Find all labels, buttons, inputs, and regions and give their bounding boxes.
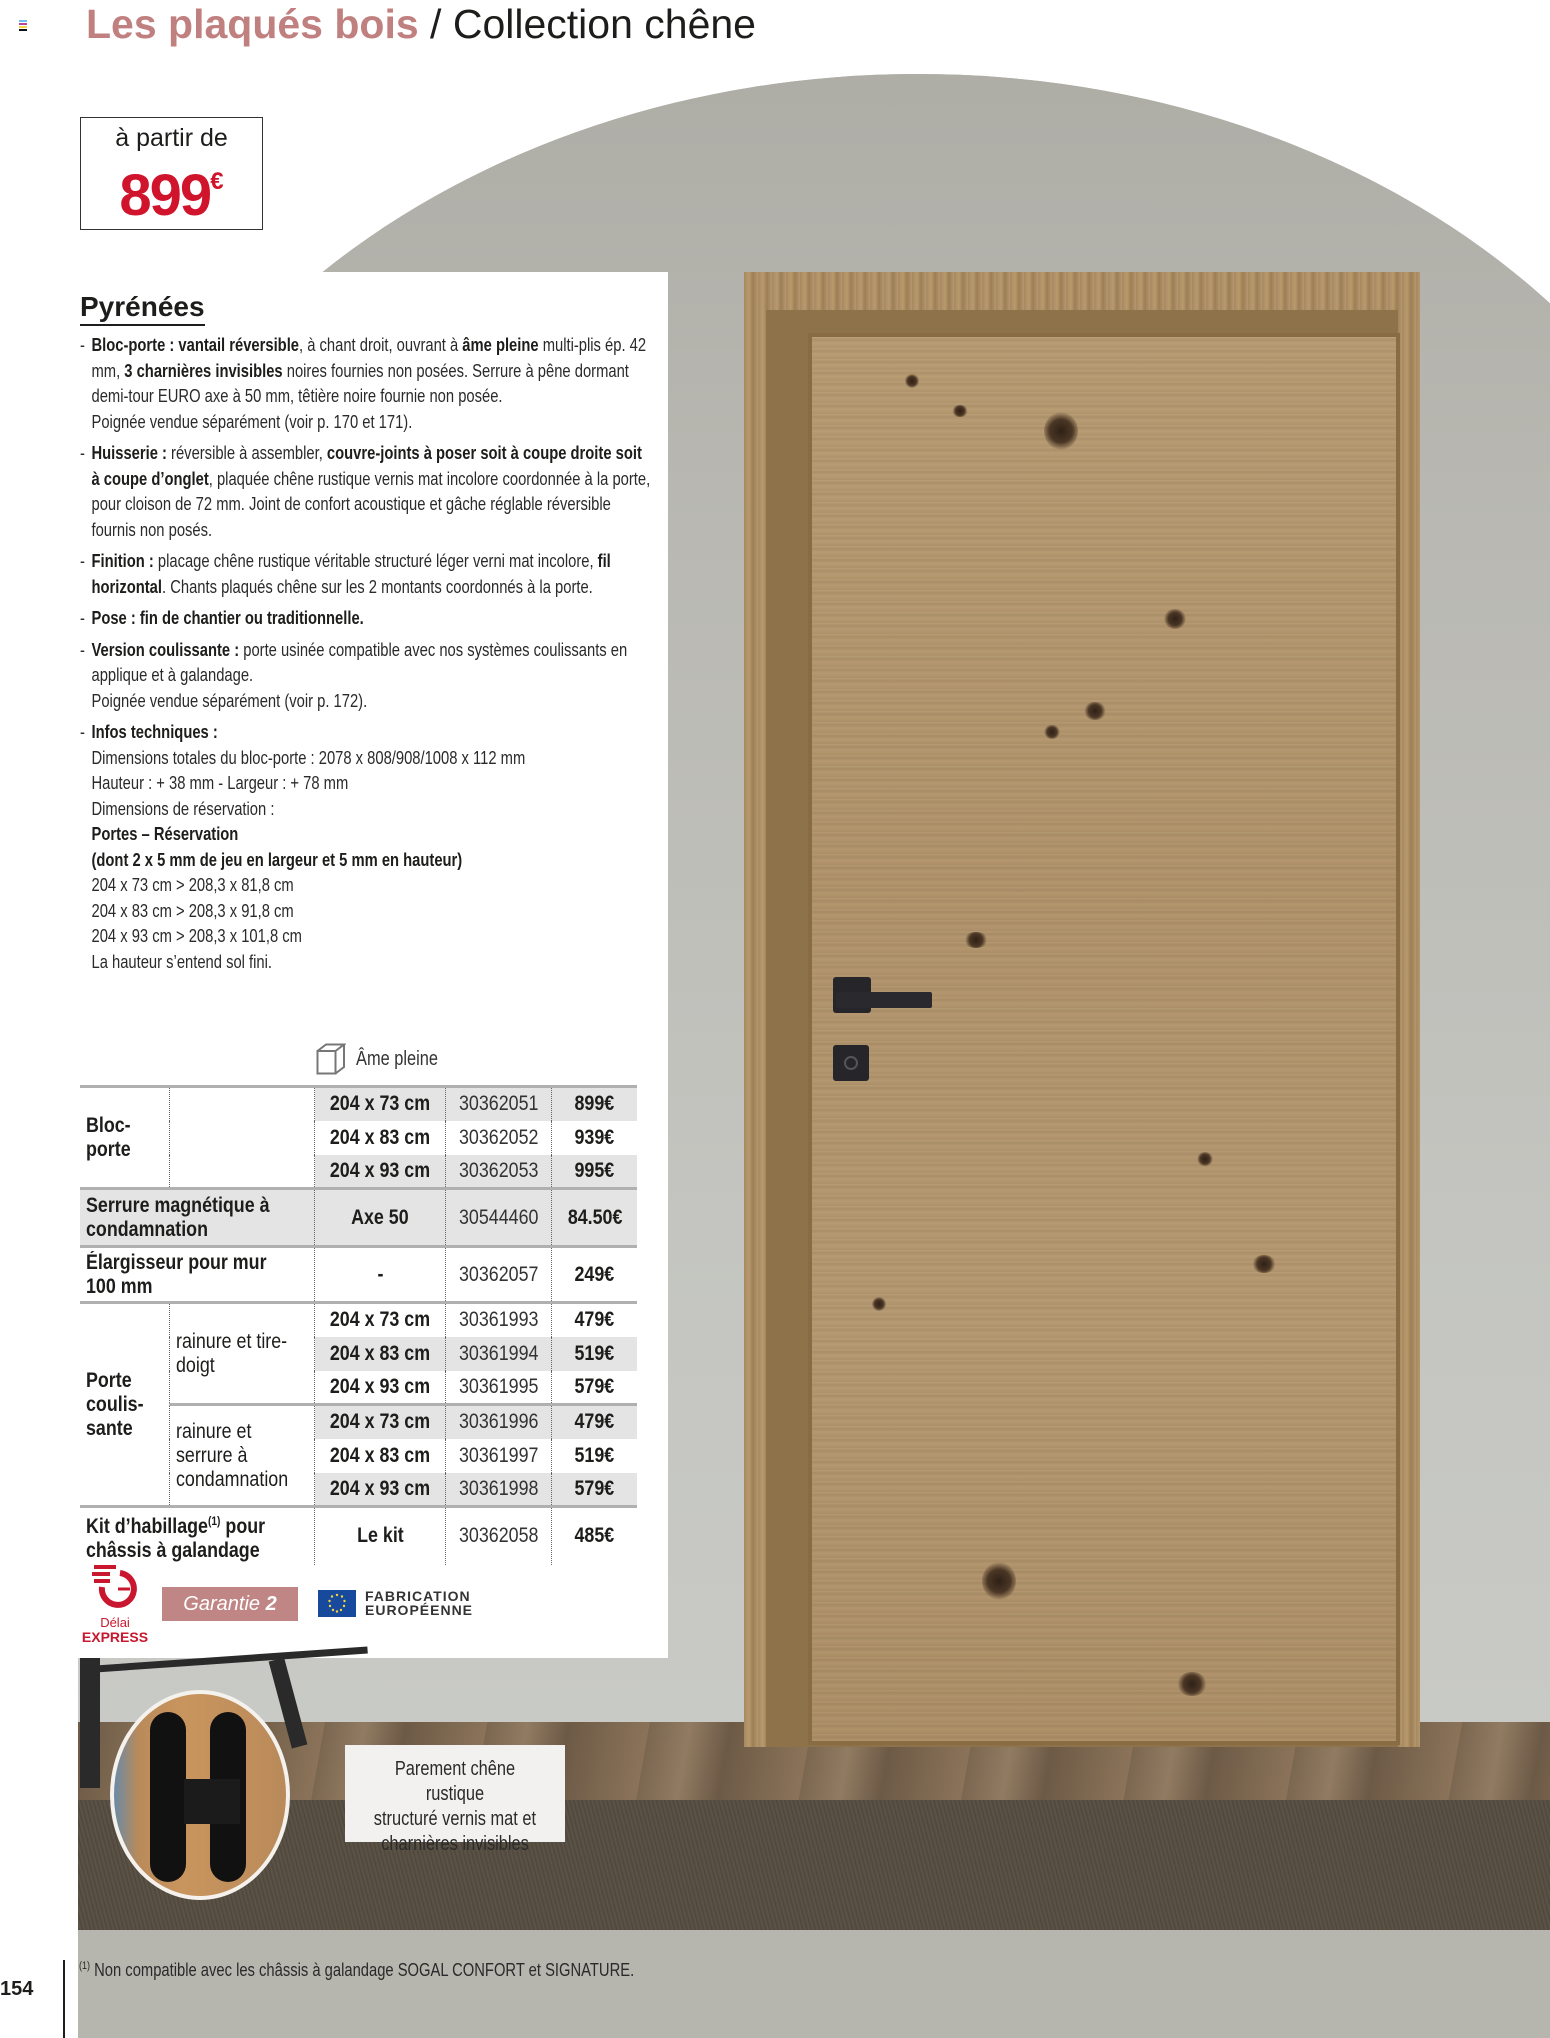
description-item-bloc-porte: - Bloc-porte : vantail réversible, à chant droit, ouvrant à âme pleine multi-plis ép. 42 mm, 3 charnières invisibles noires fournies non posées. Serrure à pêne dormant demi-tour EURO axe à 50 mm, têtière noire fournie non posée. Poignée vendue séparément (voir p. 170 et 171). (80, 333, 650, 435)
price-prefix: à partir de (115, 124, 228, 152)
row-label-porte-coulissante: Porte coulis- sante (80, 1303, 170, 1507)
row-sublabel-tire-doigt: rainure et tire-doigt (170, 1303, 315, 1405)
table-row: 204 x 83 cm 30362052 939€ (80, 1121, 637, 1155)
price-table (80, 1085, 637, 1565)
product-name: Pyrénées (80, 291, 205, 326)
page-number: 154 (0, 1978, 34, 2000)
page-title-collection: Collection chêne (452, 1, 756, 47)
badges-row (80, 1563, 640, 1649)
table-row: Porte coulis- sante rainure et tire-doigt 204 x 73 cm 30361993 479€ (80, 1303, 637, 1337)
row-label-kit: Kit d’habillage$^{(1)}$ pour châssis à galandage (80, 1507, 315, 1565)
table-row: Bloc- porte 204 x 73 cm 30362051 899€ (80, 1087, 637, 1121)
fabrication-europeenne-label: FABRICATION EUROPÉENNE (365, 1588, 474, 1618)
detail-photo (80, 1658, 1550, 1930)
page-title (86, 0, 756, 48)
table-row: 204 x 93 cm 30361995 579€ (80, 1371, 637, 1405)
description-item-version-coulissante: - Version coulissante : porte usinée compatible avec nos systèmes coulissants en applique et à galandage. Poignée vendue séparément (voir p. 172). (80, 638, 650, 715)
page-title-category: Les plaqués bois (86, 1, 419, 47)
row-label-elargisseur: Élargisseur pour mur 100 mm (80, 1247, 315, 1303)
table-row: 204 x 93 cm 30362053 995€ (80, 1155, 637, 1189)
hinge-closeup (110, 1690, 290, 1900)
door-core-icon (316, 1043, 346, 1075)
price-amount: 899€ (119, 163, 224, 228)
description-item-huisserie: - Huisserie : réversible à assembler, couvre-joints à poser soit à coupe droite soit à coupe d’onglet, plaquée chêne rustique vernis mat incolore coordonnée à la porte, pour cloison de 72 mm. Joint de confort acoustique et gâche réglable réversible fournis non posés. (80, 441, 650, 543)
footnote: $^{(1)}$ Non compatible avec les châssis à galandage SOGAL CONFORT et SIGNATURE. (79, 1960, 635, 1980)
starting-price-badge (80, 117, 263, 230)
table-row: Kit d’habillage$^{(1)}$ pour châssis à galandage Le kit 30362058 485€ (80, 1507, 637, 1565)
express-delivery-icon (90, 1563, 140, 1611)
table-row: 204 x 83 cm 30361994 519€ (80, 1337, 637, 1371)
row-label-bloc-porte: Bloc- porte (80, 1087, 170, 1189)
photo-caption: Parement chêne rustique structuré vernis mat et charnières invisibles (345, 1745, 565, 1842)
table-row: Serrure magnétique à condamnation Axe 50 30544460 84.50€ (80, 1189, 637, 1247)
table-row: 204 x 93 cm 30361998 579€ (80, 1473, 637, 1507)
column-header-label: Âme pleine (356, 1047, 439, 1070)
door-handle-lever (836, 992, 932, 1008)
description-item-pose: - Pose : fin de chantier ou traditionnelle. (80, 606, 650, 632)
row-sublabel-serrure-condamnation: rainure et serrure à condamnation (170, 1405, 315, 1507)
thumb-turn-icon (833, 1045, 869, 1081)
page-divider (63, 1960, 65, 2038)
description-item-finition: - Finition : placage chêne rustique véritable structuré léger verni mat incolore, fil horizontal. Chants plaqués chêne sur les 2 montants coordonnés à la porte. (80, 549, 650, 600)
delai-express-badge: Délai EXPRESS (80, 1563, 150, 1644)
table-column-header (316, 1043, 456, 1075)
title-separator: / (418, 1, 453, 47)
currency-symbol: € (210, 168, 224, 195)
table-row: rainure et serrure à condamnation 204 x 73 cm 30361996 479€ (80, 1405, 637, 1439)
table-row: 204 x 83 cm 30361997 519€ (80, 1439, 637, 1473)
table-row: Élargisseur pour mur 100 mm - 30362057 249€ (80, 1247, 637, 1303)
door-leaf (808, 333, 1400, 1745)
description-item-infos-techniques: - Infos techniques : Dimensions totales du bloc-porte : 2078 x 808/908/1008 x 112 mm Hauteur : + 38 mm - Largeur : + 78 mm Dimensions de réservation : Portes – Réservation (dont 2 x 5 mm de jeu en largeur et 5 mm en hauteur) 204 x 73 cm > 208,3 x 81,8 cm 204 x 83 cm > 208,3 x 91,8 cm 204 x 93 cm > 208,3 x 101,8 cm La hauteur s’entend sol fini. (80, 720, 650, 975)
product-description (80, 333, 650, 981)
warranty-badge: Garantie 2 ANS (162, 1587, 298, 1621)
eu-flag-icon (318, 1590, 356, 1617)
row-label-serrure: Serrure magnétique à condamnation (80, 1189, 315, 1247)
